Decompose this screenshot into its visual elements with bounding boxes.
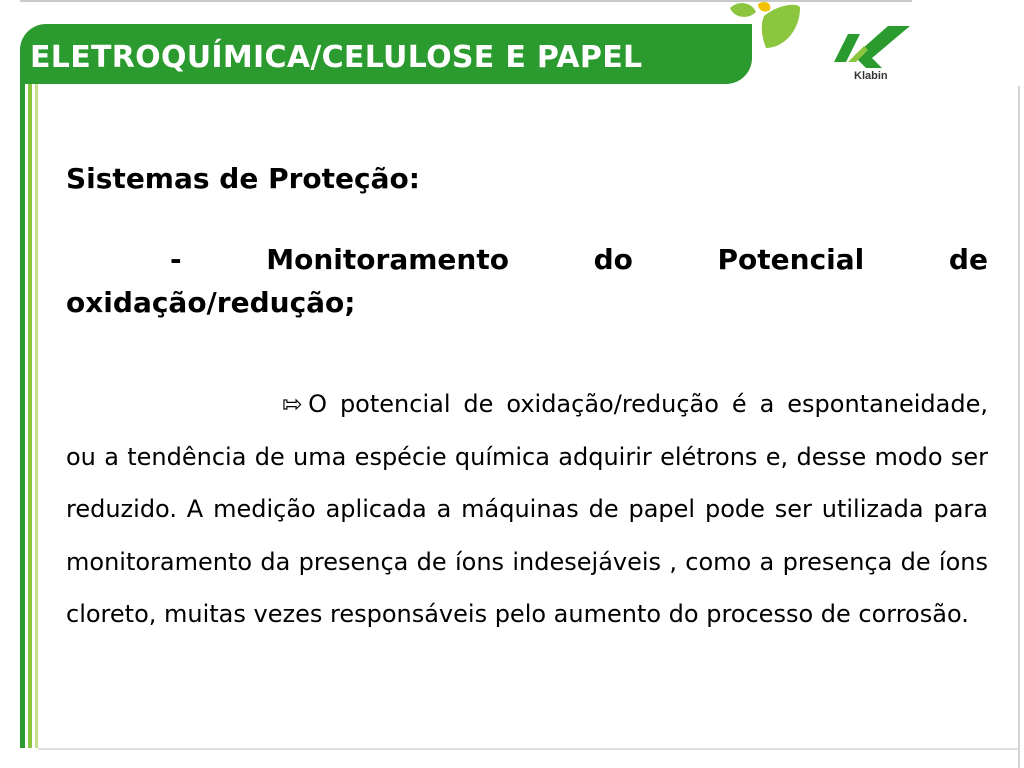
logo-wordmark: Klabin	[854, 70, 888, 82]
slide-title: ELETROQUÍMICA/CELULOSE E PAPEL	[30, 40, 643, 75]
paragraph-text: O potencial de oxidação/redução é a espontaneidade, ou a tendência de uma espécie química adquirir elétrons e, desse modo ser reduzido. A medição aplicada a máquinas de papel pode ser utilizada para monitoramento da presença de íons indesejáveis , como a presença de íons cloreto, muitas vezes responsáveis pelo aumento do processo de corrosão.	[66, 390, 988, 628]
subheading-line-2: oxidação/redução;	[66, 286, 356, 319]
subheading-word: de	[948, 243, 988, 276]
subheading-word: Potencial	[717, 243, 865, 276]
subheading-word: Monitoramento	[266, 243, 509, 276]
subheading-word: do	[593, 243, 633, 276]
leaf-decoration-icon	[728, 0, 808, 56]
section-heading: Sistemas de Proteção:	[66, 162, 420, 195]
arrow-icon: ⇰	[282, 390, 303, 418]
subheading-line-1	[66, 243, 988, 276]
bottom-divider	[38, 748, 1018, 750]
subheading-word: -	[170, 243, 182, 276]
body-paragraph	[66, 378, 988, 641]
side-stripe-pale	[35, 84, 38, 748]
right-divider	[1018, 86, 1020, 768]
